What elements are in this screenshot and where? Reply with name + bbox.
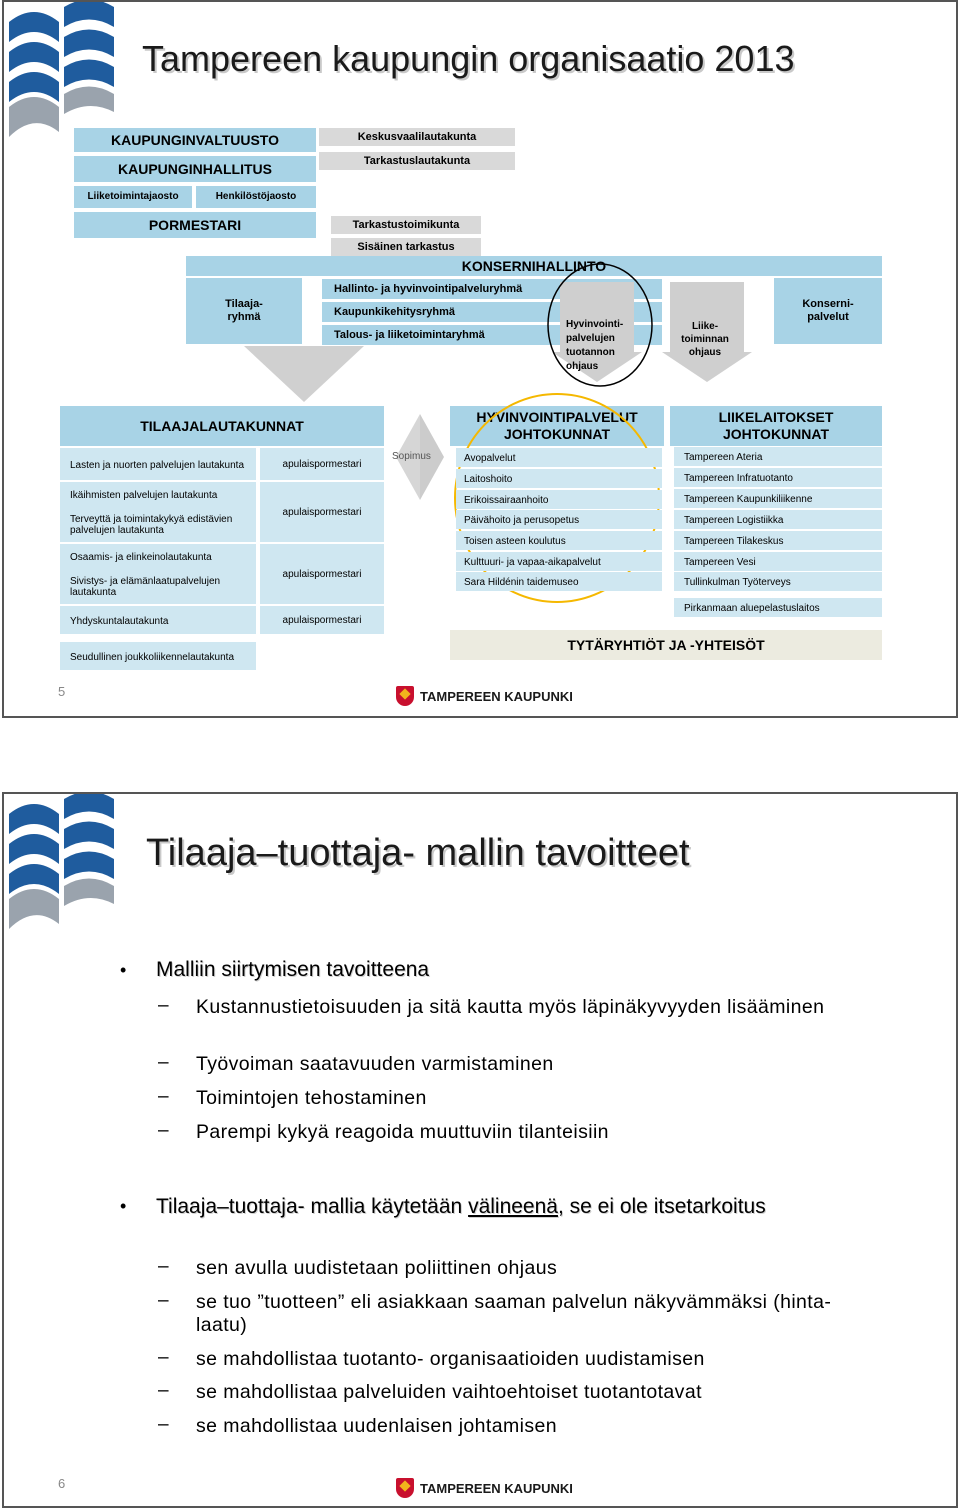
apulaispormestari-cell: apulaispormestari: [260, 544, 384, 604]
sub-item: Kustannustietoisuuden ja sitä kautta myös läpinäkyvyyden lisääminen: [196, 996, 825, 1018]
tilaajalautakunnat-header: TILAAJALAUTAKUNNAT: [60, 406, 384, 446]
bullet-icon: •: [120, 960, 127, 980]
hyvinvointi-item: Sara Hildénin taidemuseo: [456, 572, 662, 591]
lautakunta-item: Seudullinen joukkoliikennelautakunta: [60, 642, 256, 670]
tampere-wave-logo-icon: [4, 794, 144, 934]
tarkastustoimikunta-box: Tarkastustoimikunta: [331, 216, 481, 234]
sub-item: sen avulla uudistetaan poliittinen ohjaus: [196, 1257, 558, 1279]
valtuusto-box: KAUPUNGINVALTUUSTO: [74, 128, 316, 152]
liikelaitos-item: Tampereen Tilakeskus: [674, 531, 882, 550]
sub-item: se mahdollistaa tuotanto- organisaatioiden uudistamisen: [196, 1348, 705, 1370]
liikelaitos-item: Tampereen Infratuotanto: [674, 468, 882, 487]
tilaajaryhma-box: Tilaaja- ryhmä: [186, 278, 302, 344]
liiketoiminta-ohjaus-label: Liike- toiminnan ohjaus: [681, 321, 729, 358]
sub-item: Toimintojen tehostaminen: [196, 1087, 427, 1109]
lautakunta-item: Ikäihmisten palvelujen lautakunta: [70, 490, 218, 502]
liikelaitos-item: Tampereen Kaupunkiliikenne: [674, 489, 882, 508]
liikelaitos-item: Pirkanmaan aluepelastuslaitos: [674, 598, 882, 617]
dash-icon: –: [158, 995, 169, 1016]
tampere-crest-icon: [396, 1478, 414, 1498]
hyvinvointi-item: Avopalvelut: [456, 448, 662, 467]
tampere-crest-icon: [396, 686, 414, 706]
henkilostojaosto-box: Henkilöstöjaosto: [196, 186, 316, 208]
lautakunta-item: Sivistys- ja elämänlaatupalvelujen lautakunta: [70, 575, 221, 598]
bullet-text-underlined: välineenä: [468, 1195, 558, 1218]
sub-item: se tuo ”tuotteen” eli asiakkaan saaman palvelun näkyvämmäksi (hinta- laatu): [196, 1291, 832, 1336]
tarkastuslautakunta-box: Tarkastuslautakunta: [319, 152, 515, 170]
footer-text: TAMPEREEN KAUPUNKI: [420, 688, 573, 704]
bullet-icon: •: [120, 1196, 127, 1216]
tampere-wave-logo-icon: [4, 2, 144, 142]
dash-icon: –: [158, 1290, 169, 1311]
sub-item: Työvoiman saatavuuden varmistaminen: [196, 1053, 554, 1075]
konsernipalvelut-box: Konserni- palvelut: [774, 278, 882, 344]
apulaispormestari-cell: apulaispormestari: [260, 482, 384, 542]
tytaryhtiot-box: TYTÄRYHTIÖT JA -YHTEISÖT: [450, 630, 882, 660]
sub-item: se mahdollistaa palveluiden vaihtoehtoiset tuotantotavat: [196, 1381, 702, 1403]
hyvinvointi-item: Erikoissairaanhoito: [456, 490, 662, 509]
dash-icon: –: [158, 1414, 169, 1435]
apulaispormestari-cell: apulaispormestari: [260, 448, 384, 480]
lautakunta-group: [60, 544, 256, 604]
hyvinvointi-ohjaus-label: Hyvinvointi- palvelujen tuotannon ohjaus: [566, 319, 624, 372]
lautakunta-item: Lasten ja nuorten palvelujen lautakunta: [60, 448, 256, 480]
bullet-heading: [156, 1194, 796, 1220]
konsernihallinto-bar: KONSERNIHALLINTO: [186, 256, 882, 276]
footer-logo: [396, 1478, 573, 1498]
pormestari-box: PORMESTARI: [74, 212, 316, 238]
bullet-text-part: Tilaaja–tuottaja- mallia käytetään: [156, 1195, 469, 1218]
dash-icon: –: [158, 1120, 169, 1141]
page-number: 5: [58, 684, 66, 699]
footer-text: TAMPEREEN KAUPUNKI: [420, 1480, 573, 1496]
liikelaitos-item: Tullinkulman Työterveys: [674, 572, 882, 591]
group-kaupunkikehitys: Kaupunkikehitysryhmä: [322, 302, 662, 322]
footer-logo: [396, 686, 573, 706]
bullet-heading: Malliin siirtymisen tavoitteena: [156, 958, 430, 981]
arrow-down-icon: [244, 346, 364, 402]
keskusvaalilautakunta-box: Keskusvaalilautakunta: [319, 128, 515, 146]
dash-icon: –: [158, 1086, 169, 1107]
group-talous: Talous- ja liiketoimintaryhmä: [322, 325, 662, 345]
hyvinvointipalvelut-header: HYVINVOINTIPALVELUT JOHTOKUNNAT: [450, 406, 664, 446]
dash-icon: –: [158, 1256, 169, 1277]
circle-highlight: [544, 260, 656, 390]
sisainen-tarkastus-box: Sisäinen tarkastus: [331, 238, 481, 256]
page-number: 6: [58, 1476, 66, 1491]
liiketoimintajaosto-box: Liiketoimintajaosto: [74, 186, 192, 208]
hyvinvointi-item: Laitoshoito: [456, 469, 662, 488]
lautakunta-group: [60, 482, 256, 542]
lautakunta-item: Yhdyskuntalautakunta: [60, 606, 256, 634]
hallitus-box: KAUPUNGINHALLITUS: [74, 156, 316, 182]
sub-item: Parempi kykyä reagoida muuttuviin tilanteisiin: [196, 1121, 609, 1143]
liikelaitos-item: Tampereen Vesi: [674, 552, 882, 571]
slide-organisation: [2, 0, 958, 718]
hyvinvointi-item: Päivähoito ja perusopetus: [456, 510, 662, 529]
liikelaitos-item: Tampereen Logistiikka: [674, 510, 882, 529]
lautakunta-item: Terveyttä ja toimintakykyä edistävien palvelujen lautakunta: [70, 513, 233, 536]
apulaispormestari-cell: apulaispormestari: [260, 606, 384, 634]
dash-icon: –: [158, 1380, 169, 1401]
hyvinvointi-item: Toisen asteen koulutus: [456, 531, 662, 550]
slide-title: Tilaaja–tuottaja- mallin tavoitteet: [146, 832, 690, 874]
group-hallinto: Hallinto- ja hyvinvointipalveluryhmä: [322, 279, 662, 299]
sopimus-label: Sopimus: [392, 451, 431, 462]
lautakunta-item: Osaamis- ja elinkeinolautakunta: [70, 552, 212, 564]
dash-icon: –: [158, 1347, 169, 1368]
liikelaitos-item: Tampereen Ateria: [674, 447, 882, 466]
sub-item: se mahdollistaa uudenlaisen johtamisen: [196, 1415, 558, 1437]
bullet-text-part: , se ei ole itsetarkoitus: [557, 1195, 766, 1218]
hyvinvointi-item: Kulttuuri- ja vapaa-aikapalvelut: [456, 552, 662, 571]
dash-icon: –: [158, 1052, 169, 1073]
slide-title: Tampereen kaupungin organisaatio 2013: [142, 38, 795, 79]
liikelaitokset-header: LIIKELAITOKSET JOHTOKUNNAT: [670, 406, 882, 446]
